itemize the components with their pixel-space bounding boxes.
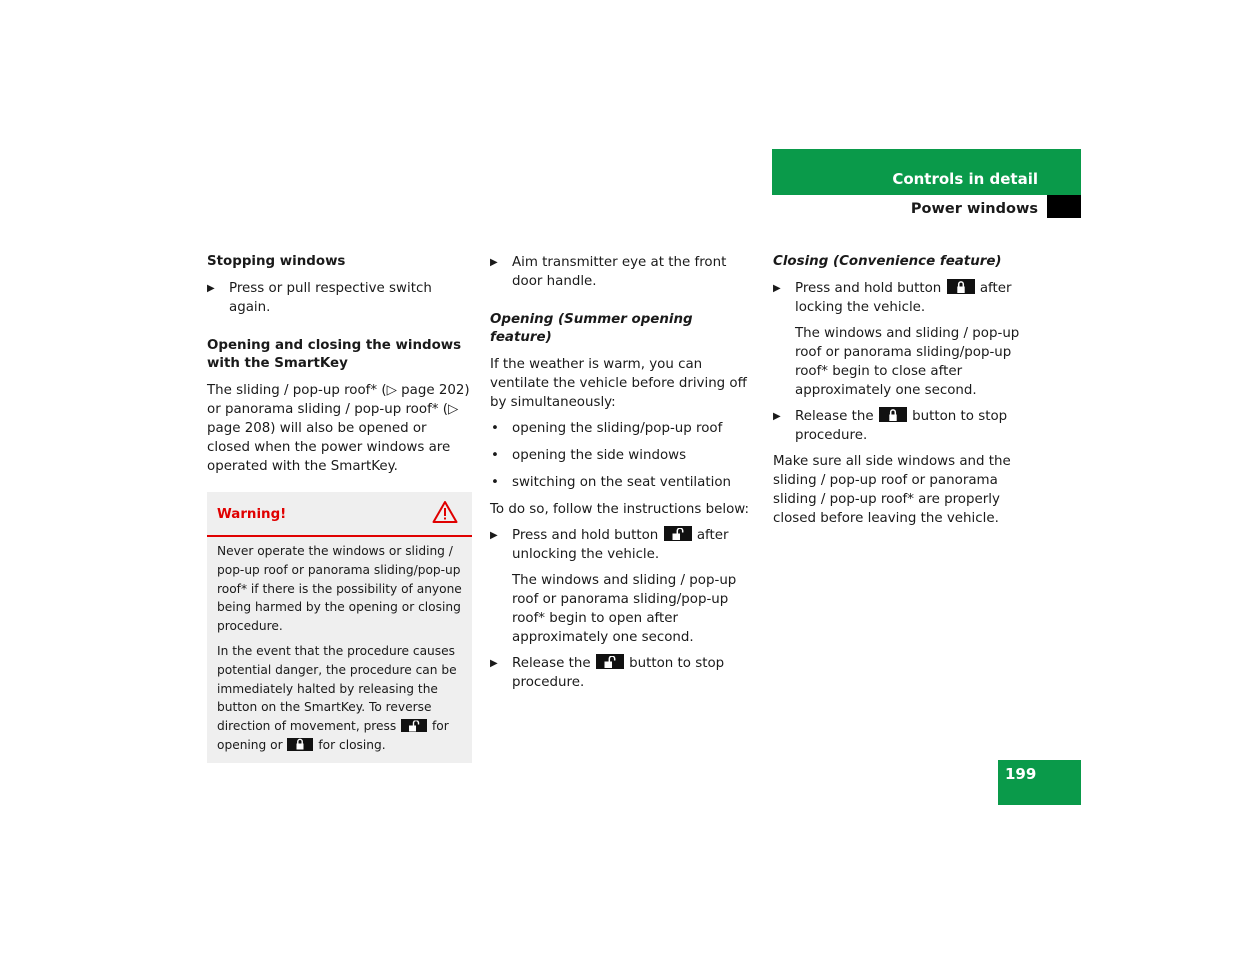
page-number-box: [998, 760, 1081, 805]
header-tab-marker: [1047, 195, 1081, 218]
step-arrow-icon: ▶: [773, 283, 781, 294]
list-item: • opening the sliding/pop-up roof: [491, 421, 723, 436]
bullet-icon: •: [491, 421, 499, 436]
step-release-unlock: ▶ Release the button to stop procedure.: [490, 656, 725, 690]
opening-result: The windows and sliding / pop-up roof or panorama sliding/pop-up roof* begin to open after approximately one second.: [512, 573, 737, 645]
step-arrow-icon: ▶: [773, 411, 781, 422]
subsection-title: Power windows: [910, 201, 1038, 217]
lock-key-icon: [879, 407, 907, 422]
lock-key-icon: [947, 279, 975, 294]
step-arrow-icon: ▶: [207, 283, 215, 294]
column-3: [773, 253, 1041, 528]
section-header-band: [772, 149, 1081, 195]
list-item: • switching on the seat ventilation: [491, 475, 732, 490]
subsection-header: [772, 195, 1047, 218]
unlock-key-icon: [401, 719, 427, 732]
warning-triangle-icon: [432, 500, 458, 530]
step-arrow-icon: ▶: [490, 658, 498, 669]
warning-header: [207, 492, 472, 537]
step-aim: ▶ Aim transmitter eye at the front door handle.: [490, 255, 727, 289]
warning-paragraph-2: In the event that the procedure causes potential danger, the procedure can be immediately halted by releasing the button on the SmartKey. To reverse direction of movement, press for opening or for closing.: [217, 643, 457, 752]
warning-box: [207, 492, 472, 763]
column-2: [490, 253, 758, 692]
follow-instructions: To do so, follow the instructions below:: [490, 502, 750, 517]
column-1: [207, 253, 472, 763]
heading-smartkey: Opening and closing the windows with the SmartKey: [207, 338, 462, 371]
heading-summer-opening: Opening (Summer opening feature): [490, 312, 693, 345]
step-press-lock: ▶ Press and hold button after locking the vehicle.: [773, 281, 1012, 315]
warning-title: Warning!: [217, 507, 287, 522]
lock-key-icon: [287, 738, 313, 751]
page-number: 199: [1005, 765, 1037, 783]
heading-stopping-windows: Stopping windows: [207, 254, 346, 269]
list-item: • opening the side windows: [491, 448, 687, 463]
step-arrow-icon: ▶: [490, 530, 498, 541]
bullet-icon: •: [491, 475, 499, 490]
opening-intro: If the weather is warm, you can ventilate the vehicle before driving off by simultaneously:: [490, 357, 747, 410]
step-stop: ▶ Press or pull respective switch again.: [207, 281, 432, 315]
step-arrow-icon: ▶: [490, 257, 498, 268]
section-title: Controls in detail: [892, 170, 1038, 188]
closing-note: Make sure all side windows and the sliding / pop-up roof or panorama sliding / pop-up roof* are properly closed before leaving the vehicle.: [773, 454, 1011, 526]
closing-result: The windows and sliding / pop-up roof or panorama sliding/pop-up roof* begin to close after approximately one second.: [795, 326, 1020, 398]
smartkey-intro: The sliding / pop-up roof* (▷ page 202) or panorama sliding / pop-up roof* (▷ page 208) will also be opened or closed when the power windows are operated with the SmartKey.: [207, 383, 470, 474]
warning-paragraph-1: Never operate the windows or sliding / pop-up roof or panorama sliding/pop-up roof* if there is the possibility of anyone being harmed by the opening or closing procedure.: [217, 544, 462, 634]
step-release-lock: ▶ Release the button to stop procedure.: [773, 409, 1008, 443]
bullet-icon: •: [491, 448, 499, 463]
heading-convenience-closing: Closing (Convenience feature): [773, 254, 1002, 269]
warning-body: [207, 537, 472, 763]
step-press-unlock: ▶ Press and hold button after unlocking the vehicle.: [490, 528, 729, 562]
unlock-key-icon: [596, 654, 624, 669]
unlock-key-icon: [664, 526, 692, 541]
